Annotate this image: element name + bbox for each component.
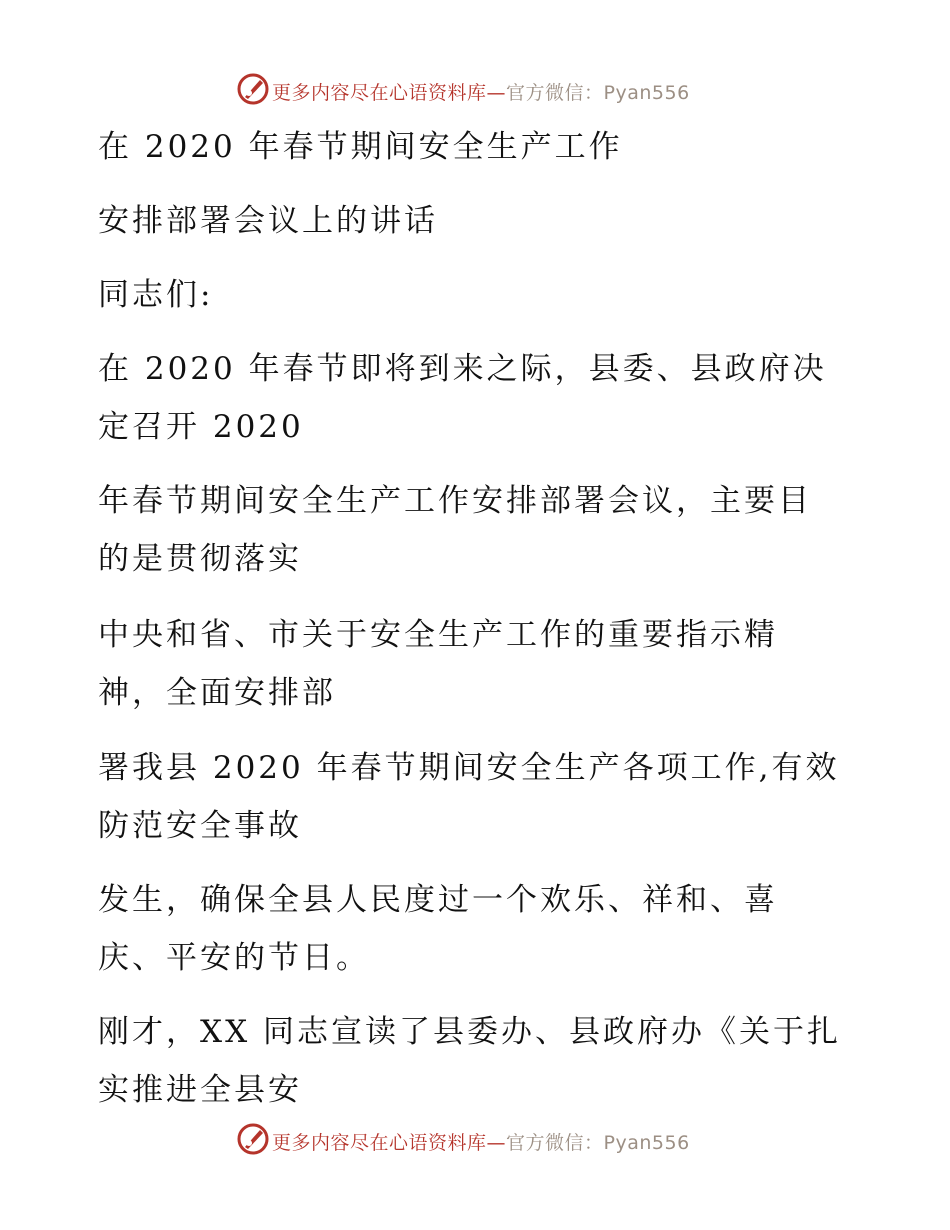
doc-text-line: 刚才，XX 同志宣读了县委办、县政府办《关于扎 (98, 1014, 841, 1050)
doc-text-line: 防范安全事故 (98, 808, 302, 844)
doc-text-line: 神，全面安排部 (98, 675, 336, 711)
doc-text-line: 庆、平安的节日。 (98, 940, 370, 976)
watermark-text-main: 更多内容尽在心语资料库— (272, 82, 507, 104)
watermark-text-main: 更多内容尽在心语资料库— (272, 1132, 507, 1154)
watermark-text-wechat: 官方微信：Pyan556 (506, 1132, 690, 1154)
doc-text-line: 在 2020 年春节即将到来之际，县委、县政府决 (98, 351, 827, 387)
quill-seal-icon (236, 1122, 270, 1156)
doc-text-line: 的是贯彻落实 (98, 541, 302, 577)
doc-text-line: 定召开 2020 (98, 409, 304, 445)
doc-title-line-1: 在 2020 年春节期间安全生产工作 (98, 129, 623, 165)
watermark-text-wechat: 官方微信：Pyan556 (506, 82, 690, 104)
watermark-text (272, 78, 690, 105)
watermark-text (272, 1128, 690, 1155)
doc-text-line: 发生，确保全县人民度过一个欢乐、祥和、喜 (98, 882, 778, 918)
doc-text-line: 年春节期间安全生产工作安排部署会议，主要目 (98, 483, 812, 519)
footer-watermark-banner (0, 1120, 950, 1160)
doc-text-line: 中央和省、市关于安全生产工作的重要指示精 (98, 617, 778, 653)
doc-title-line-2: 安排部署会议上的讲话 (98, 203, 438, 239)
doc-salutation: 同志们: (98, 277, 214, 313)
header-watermark-banner (0, 70, 950, 110)
doc-text-line: 署我县 2020 年春节期间安全生产各项工作,有效 (98, 750, 840, 786)
quill-seal-icon (236, 72, 270, 106)
doc-text-line: 实推进全县安 (98, 1072, 302, 1108)
